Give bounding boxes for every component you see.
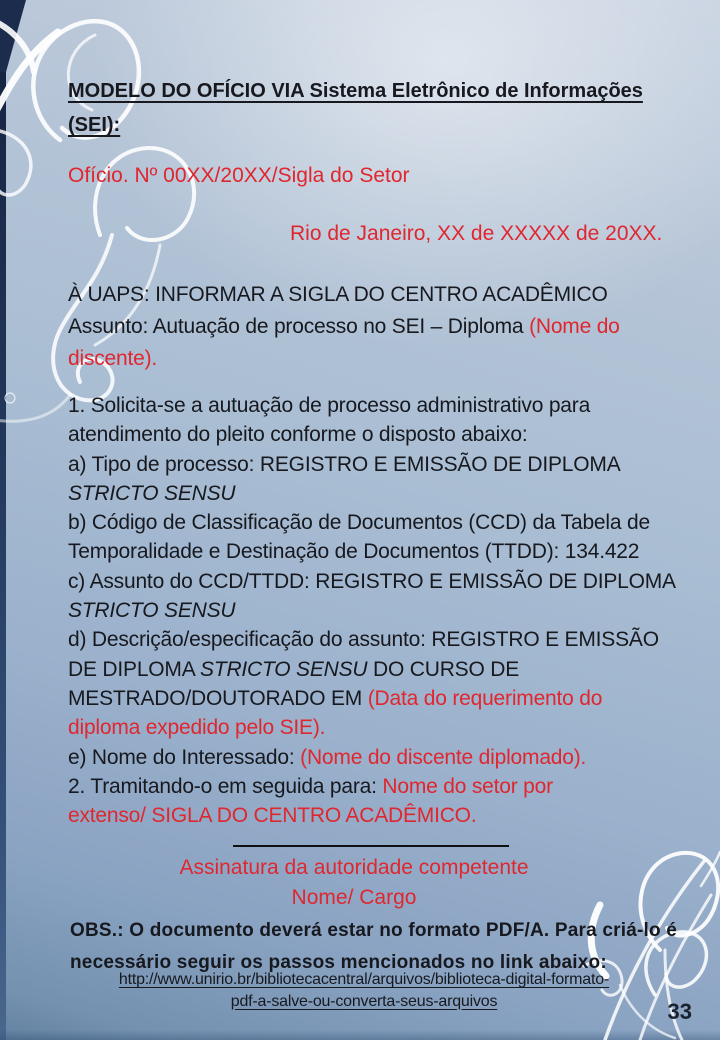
body-paragraph-text: STRICTO SENSU xyxy=(68,481,236,505)
obs-note-text: necessário seguir os passos mencionados no link abaixo: xyxy=(70,952,607,973)
body-paragraph-text: d) Descrição/especificação do assunto: REGISTRO E EMISSÃO xyxy=(68,628,659,652)
addressee-paragraph-text: (Nome do xyxy=(529,315,620,338)
body-paragraph-text: STRICTO SENSU xyxy=(68,599,236,623)
addressee-paragraph-text: À UAPS: INFORMAR A SIGLA DO CENTRO ACADÊMICO xyxy=(68,283,608,306)
oficio-number-line xyxy=(68,161,660,191)
body-paragraph-text: STRICTO SENSU xyxy=(200,657,368,681)
pdf-guide-link-line-1[interactable]: http://www.unirio.br/bibliotecacentral/arquivos/biblioteca-digital-formato- xyxy=(118,971,610,988)
body-paragraph-text: b) Código de Classificação de Documentos (CCD) da Tabela de xyxy=(68,511,650,535)
body-paragraph xyxy=(68,391,676,830)
body-paragraph-text: (Data do requerimento do xyxy=(367,686,603,710)
date-line-text: Rio de Janeiro, XX de XXXXX de 20XX. xyxy=(290,222,663,245)
signature-line xyxy=(233,845,509,847)
addressee-paragraph xyxy=(68,279,660,375)
body-paragraph-text: atendimento do pleito conforme o disposto abaixo: xyxy=(68,423,528,447)
oficio-number-line-text: Ofício. Nº 00XX/20XX/Sigla do Setor xyxy=(68,164,410,187)
body-paragraph-text: (Nome do discente diplomado). xyxy=(300,745,587,769)
obs-note-text: OBS.: O documento deverá estar no formato PDF/A. Para criá-lo é xyxy=(70,920,678,941)
body-paragraph-text: 2. Tramitando-o em seguida para: xyxy=(68,774,383,798)
signature-caption xyxy=(68,853,640,913)
body-paragraph-text: Temporalidade e Destinação de Documentos (TTDD): 134.422 xyxy=(68,540,640,564)
body-paragraph-text: extenso/ SIGLA DO CENTRO ACADÊMICO. xyxy=(68,804,477,828)
pdf-guide-link-line-2[interactable]: pdf-a-salve-ou-converta-seus-arquivos xyxy=(230,992,498,1010)
document-title-text: MODELO DO OFÍCIO VIA Sistema Eletrônico de Informações xyxy=(68,80,643,102)
document-title-text: (SEI): xyxy=(68,114,121,136)
signature-caption-text: Nome/ Cargo xyxy=(291,886,417,909)
document-title xyxy=(68,74,660,142)
body-paragraph-text: diploma expedido pelo SIE). xyxy=(68,716,326,740)
body-paragraph-text: DE DIPLOMA xyxy=(68,657,201,681)
body-paragraph-text: a) Tipo de processo: REGISTRO E EMISSÃO DE DIPLOMA xyxy=(68,452,621,476)
page-number: 33 xyxy=(667,999,692,1024)
body-paragraph-text: MESTRADO/DOUTORADO EM xyxy=(68,686,368,710)
addressee-paragraph-text: Assunto: Autuação de processo no SEI – Diploma xyxy=(68,315,530,338)
date-line xyxy=(290,219,663,249)
pdf-guide-link xyxy=(68,969,660,1012)
signature-caption-text: Assinatura da autoridade competente xyxy=(179,856,529,879)
body-paragraph-text: e) Nome do Interessado: xyxy=(68,745,301,769)
body-paragraph-text: 1. Solicita-se a autuação de processo administrativo para xyxy=(68,394,591,417)
addressee-paragraph-text: discente). xyxy=(68,347,158,370)
body-paragraph-text: DO CURSO DE xyxy=(367,657,520,681)
body-paragraph-text: c) Assunto do CCD/TTDD: REGISTRO E EMISSÃO DE DIPLOMA xyxy=(68,569,676,593)
body-paragraph-text: Nome do setor por xyxy=(382,774,553,798)
